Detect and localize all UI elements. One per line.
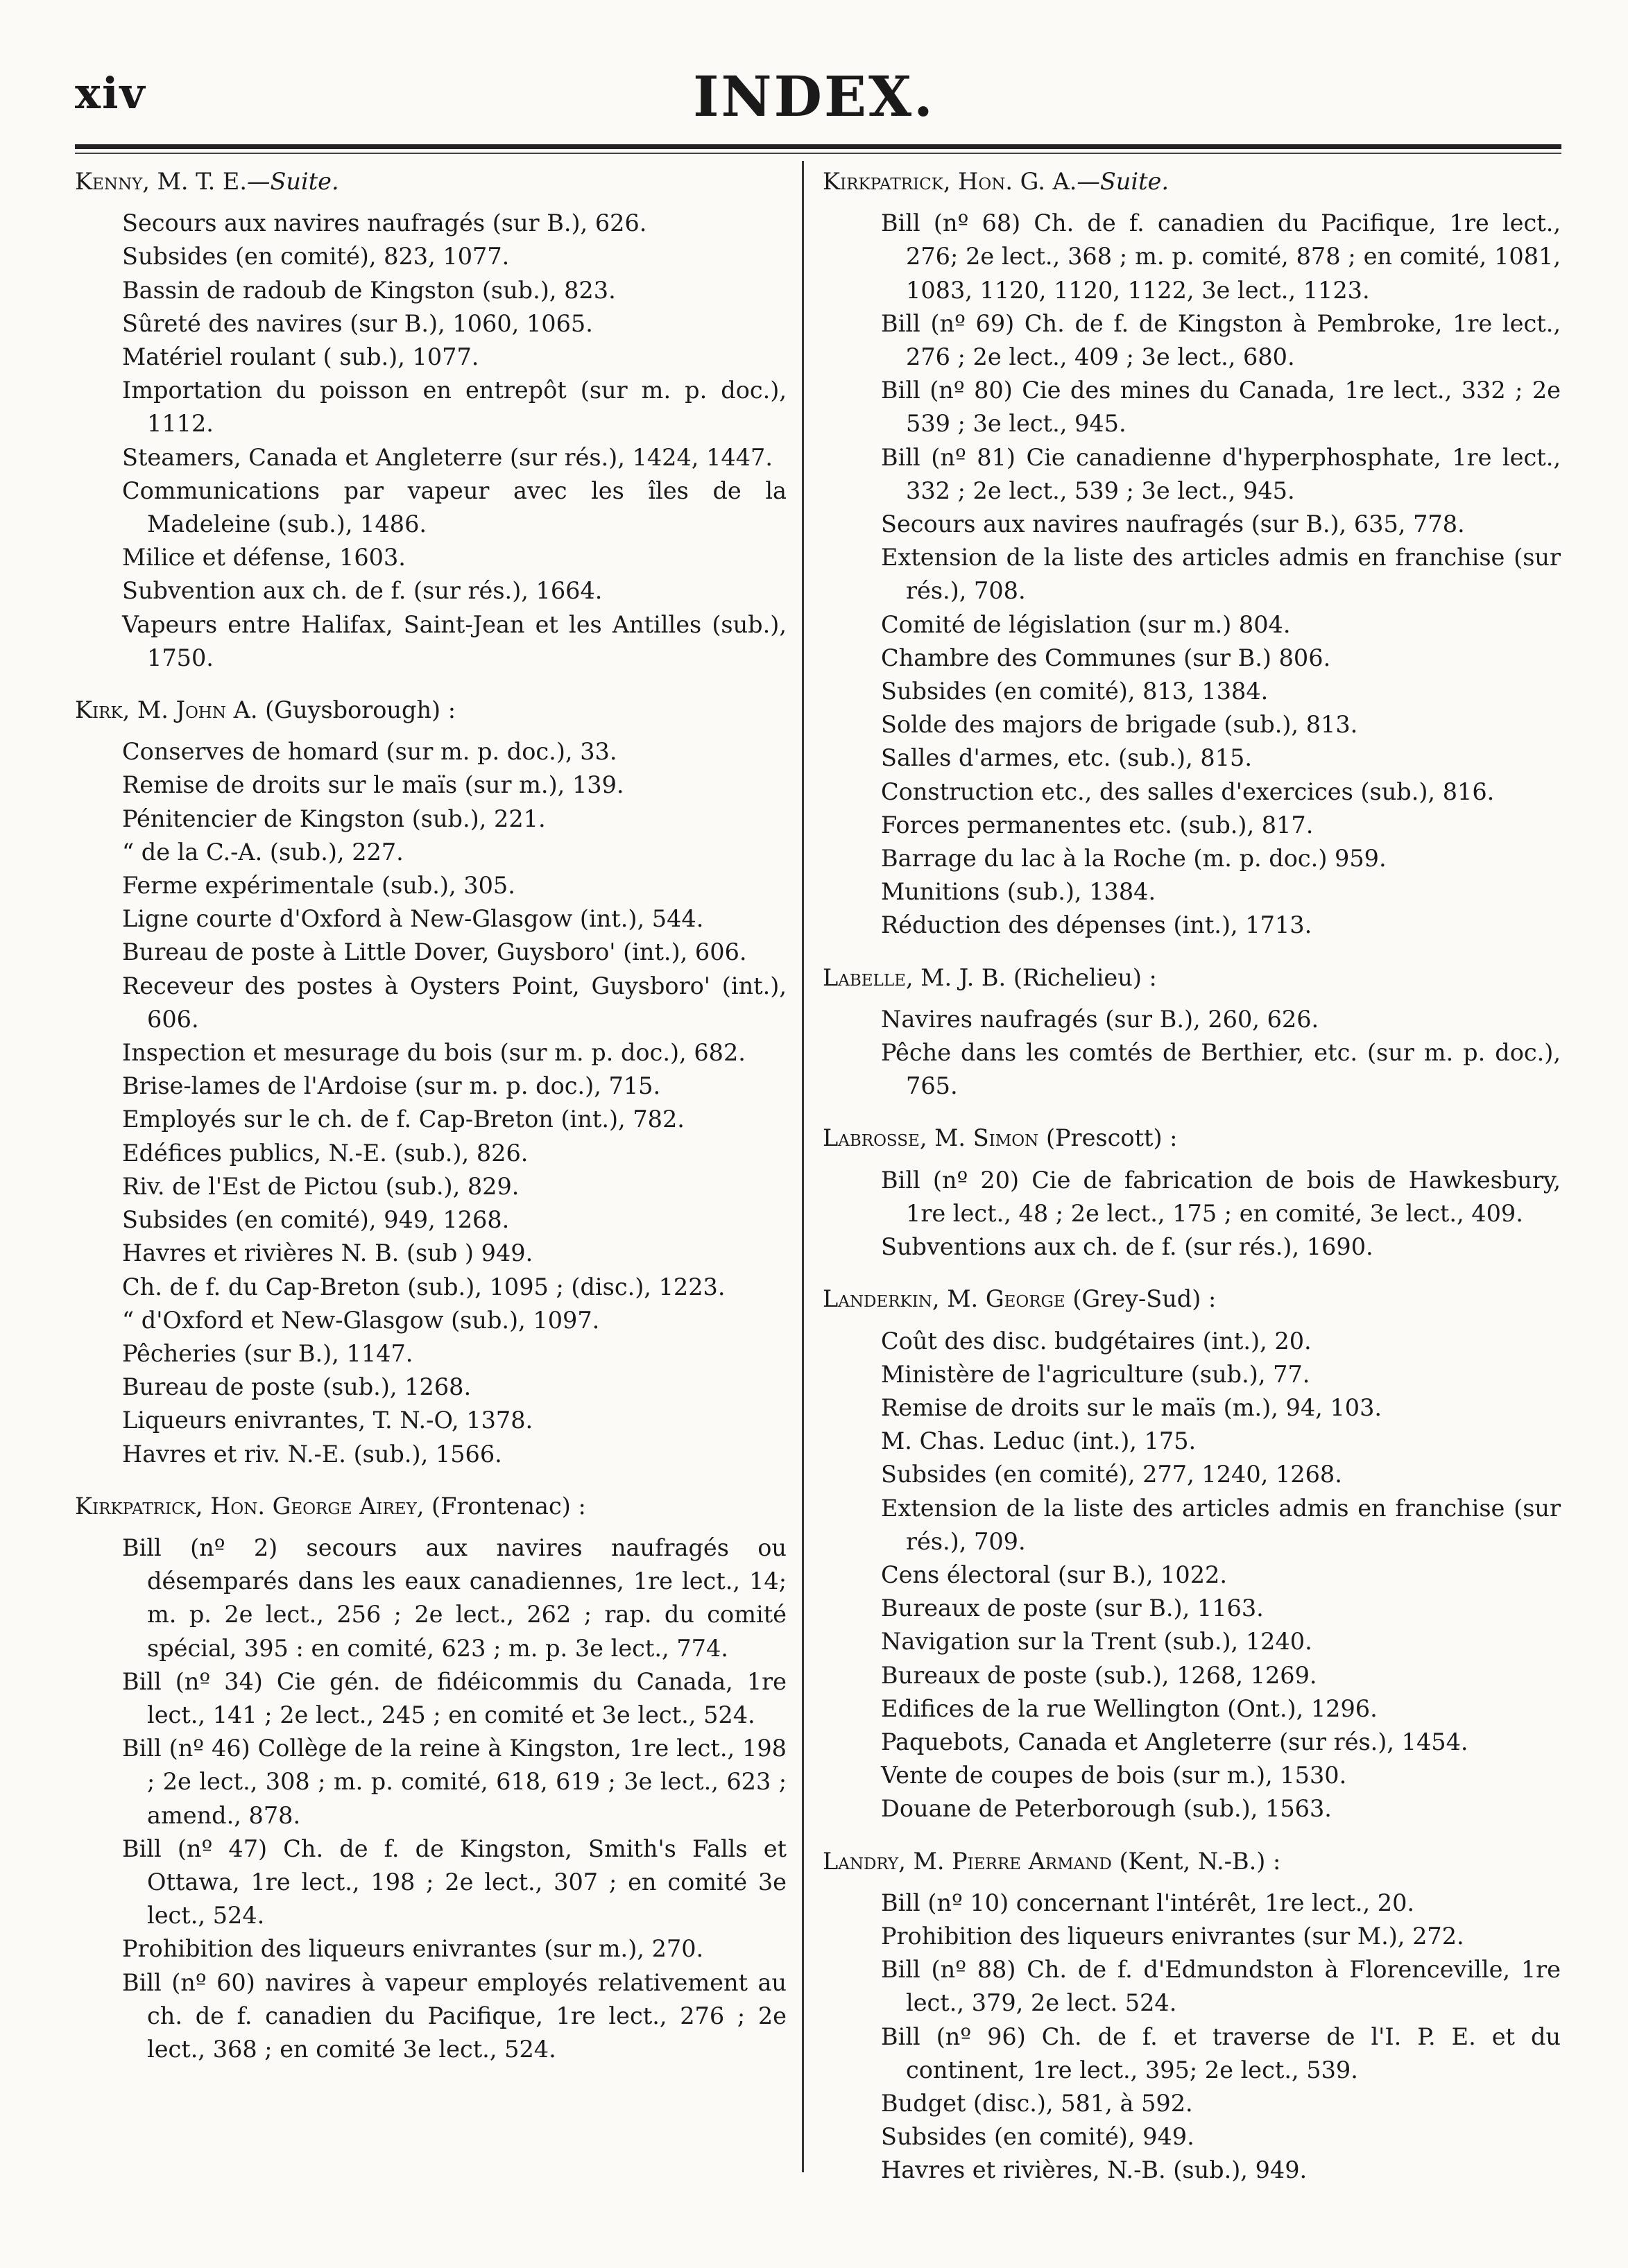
index-item: Coût des disc. budgétaires (int.), 20. <box>881 1327 1312 1355</box>
index-item: Bill (nº 20) Cie de fabrication de bois de Hawkesbury, 1re lect., 48 ; 2e lect., 175 ; en comité, 3e lect., 409. <box>881 1166 1561 1227</box>
index-item: Bill (nº 81) Cie canadienne d'hyperphosphate, 1re lect., 332 ; 2e lect., 539 ; 3e lect., 945. <box>881 443 1561 504</box>
index-item: Communications par vapeur avec les îles de la Madeleine (sub.), 1486. <box>122 476 787 538</box>
member-riding: (Kent, N.-B.) : <box>1111 1847 1281 1875</box>
index-entry <box>823 1282 1561 1825</box>
index-item: Importation du poisson en entrepôt (sur m. p. doc.), 1112. <box>122 377 787 438</box>
index-item: Milice et défense, 1603. <box>122 544 406 572</box>
index-item: Sûreté des navires (sur B.), 1060, 1065. <box>122 309 593 337</box>
entry-items <box>823 1003 1561 1103</box>
index-item: Liqueurs enivrantes, T. N.-O, 1378. <box>122 1407 533 1434</box>
left-column <box>75 165 787 2085</box>
index-item: Ferme expérimentale (sub.), 305. <box>122 872 515 900</box>
index-item: Bill (nº 69) Ch. de f. de Kingston à Pembroke, 1re lect., 276 ; 2e lect., 409 ; 3e lect., 680. <box>881 309 1561 371</box>
index-item: Subsides (en comité), 823, 1077. <box>122 243 510 270</box>
index-item: Bill (nº 60) navires à vapeur employés relativement au ch. de f. canadien du Pacifique, 1re lect., 276 ; 2e lect., 368 ; en comité 3e lect., 524. <box>122 1968 787 2063</box>
index-item: Barrage du lac à la Roche (m. p. doc.) 959. <box>881 845 1387 873</box>
index-item: Prohibition des liqueurs enivrantes (sur m.), 270. <box>122 1935 704 1963</box>
index-entry <box>823 961 1561 1103</box>
index-item: Bureaux de poste (sur B.), 1163. <box>881 1595 1264 1622</box>
index-item: Remise de droits sur le maïs (sur m.), 139. <box>122 771 624 799</box>
index-item: Subvention aux ch. de f. (sur rés.), 1664. <box>122 577 603 605</box>
index-item: Bureaux de poste (sub.), 1268, 1269. <box>881 1661 1317 1689</box>
index-item: Ministère de l'agriculture (sub.), 77. <box>881 1360 1310 1388</box>
member-name: Kirk, M. John A. <box>75 696 258 724</box>
column-divider <box>802 161 804 2172</box>
index-item: Steamers, Canada et Angleterre (sur rés.), 1424, 1447. <box>122 443 773 471</box>
index-item: Ch. de f. du Cap-Breton (sub.), 1095 ; (disc.), 1223. <box>122 1273 726 1300</box>
member-riding: (Frontenac) : <box>424 1492 586 1520</box>
index-item: Réduction des dépenses (int.), 1713. <box>881 911 1312 939</box>
index-item: Navires naufragés (sur B.), 260, 626. <box>881 1005 1319 1033</box>
header-rule <box>75 144 1561 149</box>
index-entry <box>75 1490 787 2066</box>
entry-heading <box>75 1490 787 1523</box>
index-item: “ de la C.-A. (sub.), 227. <box>122 838 404 866</box>
index-item: Bureau de poste (sub.), 1268. <box>122 1373 472 1401</box>
index-item: Cens électoral (sur B.), 1022. <box>881 1561 1228 1588</box>
member-name: Labelle, M. J. B. <box>823 963 1006 991</box>
page-title: INDEX. <box>693 64 935 129</box>
index-item: Remise de droits sur le maïs (m.), 94, 103. <box>881 1393 1382 1421</box>
index-entry <box>75 694 787 1471</box>
index-item: Edifices de la rue Wellington (Ont.), 1296. <box>881 1694 1378 1722</box>
index-item: Receveur des postes à Oysters Point, Guysboro' (int.), 606. <box>122 972 787 1033</box>
index-item: Brise-lames de l'Ardoise (sur m. p. doc.), 715. <box>122 1072 661 1100</box>
index-item: Havres et rivières N. B. (sub ) 949. <box>122 1239 533 1267</box>
index-item: Munitions (sub.), 1384. <box>881 878 1156 906</box>
index-item: Forces permanentes etc. (sub.), 817. <box>881 811 1314 839</box>
entry-items <box>823 1164 1561 1264</box>
index-item: Ligne courte d'Oxford à New-Glasgow (int.), 544. <box>122 905 704 933</box>
index-item: Conserves de homard (sur m. p. doc.), 33. <box>122 738 617 766</box>
index-item: Navigation sur la Trent (sub.), 1240. <box>881 1628 1312 1656</box>
entry-heading <box>75 694 787 727</box>
entry-items <box>823 1325 1561 1826</box>
index-item: Havres et riv. N.-E. (sub.), 1566. <box>122 1440 502 1468</box>
entry-items <box>75 207 787 675</box>
entry-items <box>75 735 787 1470</box>
index-item: Havres et rivières, N.-B. (sub.), 949. <box>881 2156 1308 2184</box>
index-item: Paquebots, Canada et Angleterre (sur rés.), 1454. <box>881 1728 1468 1755</box>
index-item: Construction etc., des salles d'exercices (sub.), 816. <box>881 778 1495 805</box>
entry-heading <box>823 1122 1561 1155</box>
member-riding: —Suite. <box>246 168 339 195</box>
entry-heading <box>823 1282 1561 1316</box>
index-item: Extension de la liste des articles admis en franchise (sur rés.), 708. <box>881 544 1561 605</box>
index-item: Prohibition des liqueurs enivrantes (sur M.), 272. <box>881 1922 1464 1950</box>
entry-heading <box>823 961 1561 995</box>
member-riding: (Richelieu) : <box>1006 963 1157 991</box>
entry-items <box>75 1531 787 2066</box>
index-item: Bill (nº 34) Cie gén. de fidéicommis du Canada, 1re lect., 141 ; 2e lect., 245 ; en comité et 3e lect., 524. <box>122 1667 787 1728</box>
member-name: Landry, M. Pierre Armand <box>823 1847 1112 1875</box>
member-riding: (Prescott) : <box>1038 1124 1178 1152</box>
index-item: Pêcheries (sur B.), 1147. <box>122 1339 413 1367</box>
index-item: Solde des majors de brigade (sub.), 813. <box>881 711 1358 739</box>
index-item: Bill (nº 88) Ch. de f. d'Edmundston à Florenceville, 1re lect., 379, 2e lect. 524. <box>881 1956 1561 2017</box>
index-item: Edéfices publics, N.-E. (sub.), 826. <box>122 1139 529 1167</box>
index-item: Employés sur le ch. de f. Cap-Breton (int.), 782. <box>122 1106 685 1133</box>
member-riding: (Grey-Sud) : <box>1065 1285 1217 1313</box>
member-name: Kirkpatrick, Hon. G. A. <box>823 168 1077 195</box>
index-item: Pénitencier de Kingston (sub.), 221. <box>122 805 546 832</box>
index-item: Extension de la liste des articles admis en franchise (sur rés.), 709. <box>881 1494 1561 1555</box>
index-item: Vapeurs entre Halifax, Saint-Jean et les Antilles (sub.), 1750. <box>122 610 787 671</box>
member-riding: —Suite. <box>1077 168 1169 195</box>
index-item: Bill (nº 80) Cie des mines du Canada, 1re lect., 332 ; 2e 539 ; 3e lect., 945. <box>881 377 1561 438</box>
index-item: Subsides (en comité), 277, 1240, 1268. <box>881 1461 1342 1488</box>
index-item: “ d'Oxford et New-Glasgow (sub.), 1097. <box>122 1306 600 1334</box>
index-item: Vente de coupes de bois (sur m.), 1530. <box>881 1762 1347 1789</box>
index-item: Bill (nº 47) Ch. de f. de Kingston, Smith's Falls et Ottawa, 1re lect., 198 ; 2e lect., 307 ; en comité 3e lect., 524. <box>122 1835 787 1930</box>
index-item: Chambre des Communes (sur B.) 806. <box>881 644 1331 671</box>
index-item: M. Chas. Leduc (int.), 175. <box>881 1427 1197 1455</box>
index-entry <box>823 1845 1561 2188</box>
index-item: Budget (disc.), 581, à 592. <box>881 2089 1193 2117</box>
index-item: Subsides (en comité), 949, 1268. <box>122 1206 510 1234</box>
page-number: xiv <box>75 68 146 119</box>
index-item: Bill (nº 2) secours aux navires naufragés ou désemparés dans les eaux canadiennes, 1re lect., 14; m. p. 2e lect., 256 ; 2e lect., 262 ; rap. du comité spécial, 395 : en comité, 623 ; m. p. 3e lect., 774. <box>122 1534 787 1662</box>
index-item: Bill (nº 68) Ch. de f. canadien du Pacifique, 1re lect., 276; 2e lect., 368 ; m. p. comité, 878 ; en comité, 1081, 1083, 1120, 1120, 1122, 3e lect., 1123. <box>881 209 1561 304</box>
entry-heading <box>823 165 1561 198</box>
member-name: Landerkin, M. George <box>823 1285 1065 1313</box>
index-entry <box>823 165 1561 943</box>
index-item: Secours aux navires naufragés (sur B.), 635, 778. <box>881 510 1465 538</box>
entry-items <box>823 207 1561 942</box>
member-name: Kirkpatrick, Hon. George Airey, <box>75 1492 425 1520</box>
index-item: Secours aux navires naufragés (sur B.), 626. <box>122 209 647 237</box>
index-entry <box>75 165 787 675</box>
index-item: Bassin de radoub de Kingston (sub.), 823. <box>122 276 616 304</box>
index-item: Subventions aux ch. de f. (sur rés.), 1690. <box>881 1233 1373 1261</box>
header-rule-thin <box>75 153 1561 154</box>
entry-heading <box>75 165 787 198</box>
index-item: Comité de législation (sur m.) 804. <box>881 610 1291 638</box>
member-name: Labrosse, M. Simon <box>823 1124 1039 1152</box>
entry-heading <box>823 1845 1561 1878</box>
index-item: Inspection et mesurage du bois (sur m. p. doc.), 682. <box>122 1039 746 1067</box>
member-name: Kenny, M. T. E. <box>75 168 247 195</box>
index-item: Bill (nº 10) concernant l'intérêt, 1re lect., 20. <box>881 1889 1415 1916</box>
member-riding: (Guysborough) : <box>257 696 456 724</box>
index-item: Bill (nº 46) Collège de la reine à Kingston, 1re lect., 198 ; 2e lect., 308 ; m. p. comité, 618, 619 ; 3e lect., 623 ; amend., 878. <box>122 1735 787 1829</box>
entry-items <box>823 1887 1561 2188</box>
index-item: Pêche dans les comtés de Berthier, etc. (sur m. p. doc.), 765. <box>881 1039 1561 1100</box>
index-item: Bill (nº 96) Ch. de f. et traverse de l'I. P. E. et du continent, 1re lect., 395; 2e lect., 539. <box>881 2022 1561 2084</box>
index-item: Riv. de l'Est de Pictou (sub.), 829. <box>122 1172 520 1200</box>
index-item: Matériel roulant ( sub.), 1077. <box>122 343 479 371</box>
index-item: Salles d'armes, etc. (sub.), 815. <box>881 744 1252 772</box>
index-item: Subsides (en comité), 949. <box>881 2123 1194 2151</box>
index-item: Douane de Peterborough (sub.), 1563. <box>881 1795 1332 1823</box>
right-column <box>823 165 1561 2206</box>
index-item: Bureau de poste à Little Dover, Guysboro' (int.), 606. <box>122 938 747 966</box>
index-item: Subsides (en comité), 813, 1384. <box>881 678 1269 705</box>
index-entry <box>823 1122 1561 1264</box>
